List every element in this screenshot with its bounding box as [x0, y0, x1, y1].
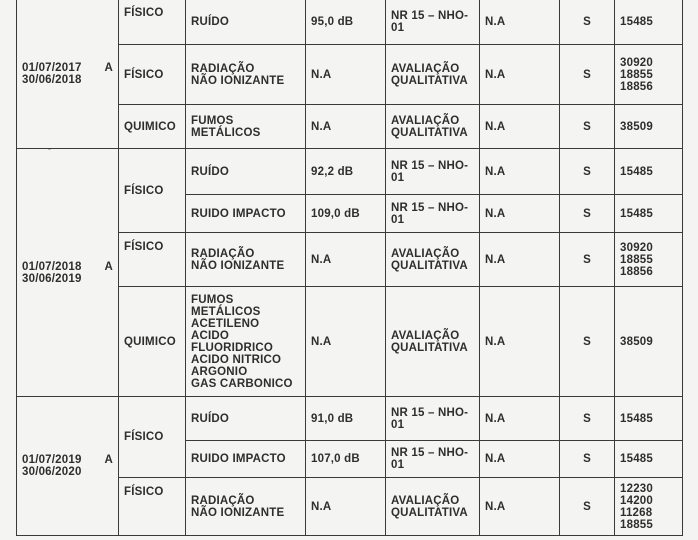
epc-cell [480, 233, 560, 287]
epi-cell [560, 287, 615, 397]
agent [191, 248, 300, 272]
epi-cell [560, 105, 615, 149]
technique-line: AVALIAÇÃO [391, 494, 460, 507]
technique-line: AVALIAÇÃO [391, 62, 460, 75]
intensity: N.A [311, 120, 332, 133]
ca-code-cell [615, 233, 683, 287]
ca-code-line: 30920 [620, 242, 653, 254]
intensity-cell [306, 195, 386, 233]
technique [391, 330, 474, 354]
epi-cell [560, 45, 615, 105]
ca-code-cell [615, 287, 683, 397]
table-body [17, 0, 683, 536]
period-end-line [22, 273, 113, 285]
period-start: 01/07/2017 [22, 61, 82, 74]
agent-line: ACIDO NITRICO [191, 353, 282, 366]
technique-cell [386, 149, 480, 195]
period-end-line [22, 466, 113, 478]
period-conj: A [104, 260, 113, 273]
agent-line: RUIDO IMPACTO [191, 453, 286, 465]
intensity-cell [306, 0, 386, 45]
intensity-cell [306, 397, 386, 441]
technique-line: QUALITATIVA [391, 74, 468, 87]
epc: N.A [485, 68, 506, 81]
epi: S [583, 15, 591, 28]
technique [391, 115, 474, 139]
ca-code-cell [615, 478, 683, 536]
ca-code [620, 413, 677, 425]
epi-cell [560, 149, 615, 195]
ca-code-cell [615, 195, 683, 233]
agent-line: FUMOS [191, 293, 234, 306]
technique [391, 447, 474, 471]
intensity-cell [306, 441, 386, 478]
period-start: 01/07/2018 [22, 260, 82, 273]
intensity-cell [306, 105, 386, 149]
technique [391, 248, 474, 272]
ca-code-line: 18856 [620, 81, 653, 93]
epi: S [583, 120, 591, 133]
technique [391, 63, 474, 87]
ca-code [620, 336, 677, 348]
technique [391, 10, 474, 34]
epi: S [583, 207, 591, 220]
risk-type: FÍSICO [124, 431, 164, 443]
agent-line: NÃO IONIZANTE [191, 74, 285, 87]
agent-cell [186, 0, 306, 45]
ca-code-line: 15485 [620, 165, 653, 178]
technique [391, 495, 474, 519]
epc-cell [480, 195, 560, 233]
table-row [17, 0, 683, 45]
agent-cell [186, 441, 306, 478]
intensity: N.A [311, 68, 332, 81]
ca-code-line: 15485 [620, 453, 653, 465]
technique-cell [386, 478, 480, 536]
period-start-line [22, 62, 113, 74]
period-end: 30/06/2018 [22, 73, 82, 86]
ca-code-line: 15485 [620, 412, 653, 425]
epc: N.A [485, 412, 506, 425]
intensity-cell [306, 45, 386, 105]
period-cell [17, 397, 119, 536]
agent [191, 16, 300, 28]
intensity: 92,2 dB [311, 165, 354, 178]
agent-line: NÃO IONIZANTE [191, 506, 285, 519]
risk-exposure-table [16, 0, 683, 536]
epc: N.A [485, 253, 506, 266]
agent [191, 413, 300, 425]
period-conj: A [104, 454, 113, 466]
ca-code-cell [615, 441, 683, 478]
agent-cell [186, 195, 306, 233]
agent [191, 63, 300, 87]
agent-line: RADIAÇÃO [191, 62, 255, 75]
agent-cell [186, 287, 306, 397]
technique-line: NR 15 – NHO- [391, 9, 469, 22]
ca-code [620, 166, 677, 178]
epc: N.A [485, 453, 506, 465]
epi-cell [560, 478, 615, 536]
period-cell [17, 0, 119, 149]
intensity-cell [306, 287, 386, 397]
technique-line: NR 15 – NHO- [391, 406, 469, 419]
ca-code-line: 11268 [620, 507, 653, 519]
risk-type: FÍSICO [124, 184, 164, 197]
epc: N.A [485, 335, 506, 348]
ca-code-cell [615, 105, 683, 149]
epi: S [583, 500, 591, 513]
epi: S [583, 335, 591, 348]
period-start-line [22, 454, 113, 466]
epc-cell [480, 45, 560, 105]
agent-line: METÁLICOS [191, 305, 261, 318]
risk-type: QUIMICO [124, 335, 176, 348]
intensity-cell [306, 149, 386, 195]
risk-type: FÍSICO [124, 7, 164, 19]
epc: N.A [485, 165, 506, 178]
ca-code [620, 121, 677, 133]
agent-cell [186, 233, 306, 287]
epc-cell [480, 441, 560, 478]
epc-cell [480, 287, 560, 397]
agent-line: RADIAÇÃO [191, 494, 255, 507]
risk-type: FÍSICO [124, 241, 164, 253]
intensity: 95,0 dB [311, 15, 354, 28]
ca-code-line: 18856 [620, 266, 653, 278]
ca-code [620, 453, 677, 465]
intensity: N.A [311, 335, 332, 348]
technique-cell [386, 45, 480, 105]
intensity: 107,0 dB [311, 453, 360, 465]
risk-type-cell [119, 233, 186, 287]
technique-cell [386, 0, 480, 45]
epi-cell [560, 233, 615, 287]
epi-cell [560, 441, 615, 478]
intensity: N.A [311, 500, 332, 513]
agent-line: ARGONIO [191, 365, 248, 378]
ca-code [620, 482, 677, 531]
ca-code-line: 15485 [620, 15, 653, 28]
technique-cell [386, 233, 480, 287]
agent-line: RUÍDO [191, 412, 230, 425]
period-start: 01/07/2019 [22, 454, 82, 466]
technique-line: NR 15 – NHO- [391, 159, 469, 172]
risk-type: QUIMICO [124, 120, 176, 133]
agent-line: RUÍDO [191, 15, 230, 28]
agent [191, 208, 300, 220]
period-end: 30/06/2020 [22, 466, 82, 478]
epi-cell [560, 195, 615, 233]
technique-line: QUALITATIVA [391, 259, 468, 272]
ca-code-line: 38509 [620, 120, 653, 133]
intensity: N.A [311, 253, 332, 266]
epc-cell [480, 0, 560, 45]
ca-code [620, 208, 677, 220]
ca-code-line: 30920 [620, 57, 653, 69]
ca-code-line: 14200 [620, 495, 653, 507]
agent-line: ACETILENO [191, 317, 260, 330]
epc-cell [480, 149, 560, 195]
epi-cell [560, 397, 615, 441]
agent-line: RADIAÇÃO [191, 247, 255, 260]
agent [191, 166, 300, 178]
intensity-cell [306, 478, 386, 536]
risk-type-cell [119, 478, 186, 536]
table-row [17, 149, 683, 195]
epi: S [583, 165, 591, 178]
epc-cell [480, 397, 560, 441]
epi: S [583, 68, 591, 81]
epc: N.A [485, 120, 506, 133]
technique-cell [386, 441, 480, 478]
technique-cell [386, 287, 480, 397]
ca-code-line: 15485 [620, 207, 653, 220]
table-row [17, 397, 683, 441]
risk-type: FÍSICO [124, 486, 164, 498]
technique-line: QUALITATIVA [391, 341, 468, 354]
technique-line: 01 [391, 171, 405, 184]
epc: N.A [485, 207, 506, 220]
technique [391, 407, 474, 431]
epi: S [583, 412, 591, 425]
agent-cell [186, 105, 306, 149]
agent-cell [186, 149, 306, 195]
risk-type-cell [119, 105, 186, 149]
period-start-line [22, 261, 113, 273]
technique-line: NR 15 – NHO- [391, 201, 469, 214]
epi: S [583, 253, 591, 266]
ca-code-line: 18855 [620, 519, 653, 531]
period-end: 30/06/2019 [22, 272, 82, 285]
technique-line: 01 [391, 459, 405, 471]
risk-type-cell [119, 0, 186, 45]
agent-line: METÁLICOS [191, 126, 261, 139]
epc: N.A [485, 500, 506, 513]
agent [191, 294, 300, 390]
ca-code-line: 18855 [620, 69, 653, 81]
technique-line: 01 [391, 21, 405, 34]
agent-cell [186, 478, 306, 536]
ca-code [620, 241, 677, 278]
agent-cell [186, 45, 306, 105]
ca-code-cell [615, 0, 683, 45]
ca-code-cell [615, 149, 683, 195]
period-cell [17, 149, 119, 397]
ca-code [620, 56, 677, 93]
agent-line: RUIDO IMPACTO [191, 207, 286, 220]
technique [391, 202, 474, 226]
period-end-line [22, 74, 113, 86]
epi-cell [560, 0, 615, 45]
agent-line: NÃO IONIZANTE [191, 259, 285, 272]
ca-code-line: 18855 [620, 254, 653, 266]
risk-type-cell [119, 397, 186, 478]
epc: N.A [485, 15, 506, 28]
intensity-cell [306, 233, 386, 287]
ca-code-line: 38509 [620, 335, 653, 348]
agent [191, 495, 300, 519]
technique-line: 01 [391, 418, 405, 431]
epi: S [583, 453, 591, 465]
intensity: 91,0 dB [311, 412, 354, 425]
epc-cell [480, 105, 560, 149]
agent [191, 453, 300, 465]
epc-cell [480, 478, 560, 536]
ca-code [620, 16, 677, 28]
agent-line: RUÍDO [191, 165, 230, 178]
period-conj: A [104, 61, 113, 74]
technique-line: 01 [391, 213, 405, 226]
agent-line: FUMOS [191, 114, 234, 127]
risk-type: FÍSICO [124, 68, 164, 81]
ca-code-cell [615, 45, 683, 105]
technique-line: AVALIAÇÃO [391, 114, 460, 127]
agent-line: GAS CARBONICO [191, 377, 293, 390]
agent-line: ACIDO [191, 329, 230, 342]
technique-cell [386, 105, 480, 149]
intensity: 109,0 dB [311, 207, 360, 220]
risk-type-cell [119, 45, 186, 105]
agent-cell [186, 397, 306, 441]
technique-line: AVALIAÇÃO [391, 247, 460, 260]
agent-line: FLUORIDRICO [191, 341, 274, 354]
technique-cell [386, 195, 480, 233]
risk-type-cell [119, 149, 186, 233]
ca-code-cell [615, 397, 683, 441]
technique [391, 160, 474, 184]
ca-code-line: 12230 [620, 483, 653, 495]
technique-line: QUALITATIVA [391, 126, 468, 139]
technique-cell [386, 397, 480, 441]
risk-type-cell [119, 287, 186, 397]
technique-line: NR 15 – NHO- [391, 447, 469, 459]
technique-line: QUALITATIVA [391, 506, 468, 519]
technique-line: AVALIAÇÃO [391, 329, 460, 342]
agent [191, 115, 300, 139]
